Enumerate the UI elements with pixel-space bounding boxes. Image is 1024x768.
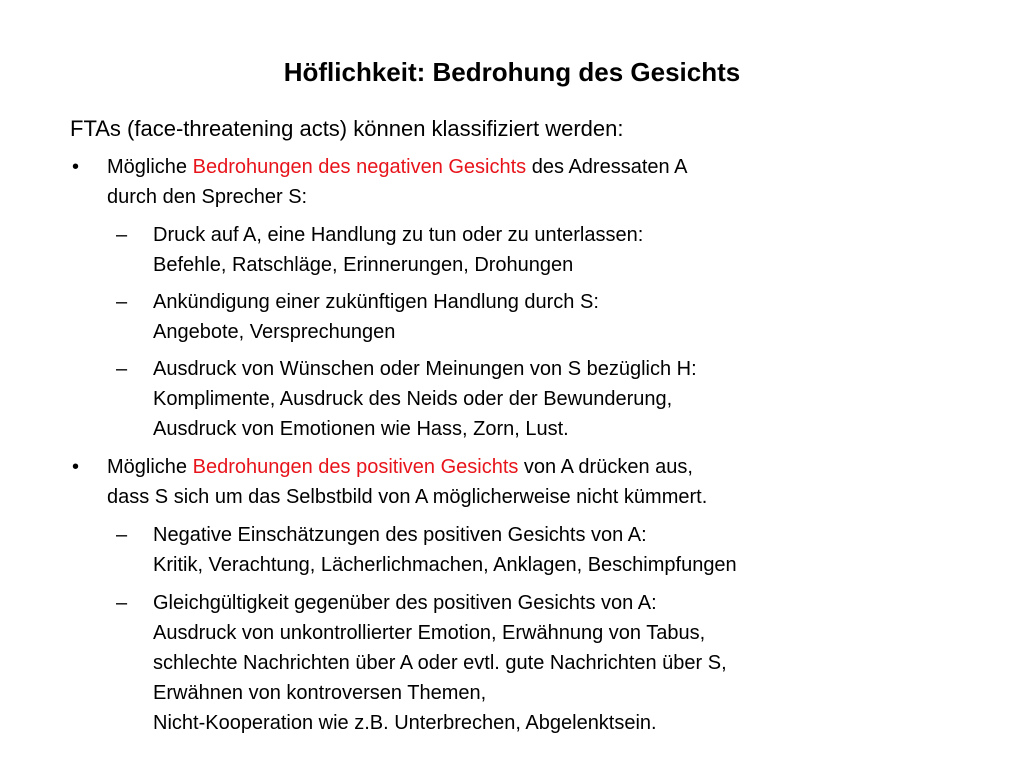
sub-item-text	[153, 220, 643, 280]
bullet-suffix: des Adressaten A	[526, 156, 688, 178]
intro-text: FTAs (face-threatening acts) können klassifiziert werden:	[70, 116, 624, 141]
bullet-line: durch den Sprecher S:	[107, 186, 308, 208]
bullet-line	[107, 152, 687, 182]
sub-item-line: Druck auf A, eine Handlung zu tun oder zu unterlassen:	[153, 224, 644, 246]
sub-item-line: Ankündigung einer zukünftigen Handlung durch S:	[153, 291, 599, 313]
sub-item-text	[153, 588, 727, 738]
highlight-negative-face: Bedrohungen des negativen Gesichts	[192, 156, 527, 178]
sub-item-line: Angebote, Versprechungen	[153, 321, 396, 343]
bullet-prefix: Mögliche	[107, 456, 193, 478]
dash-mark: –	[116, 291, 128, 313]
dash-mark: –	[116, 358, 128, 380]
sub-item-text	[153, 287, 599, 347]
bullet-line: dass S sich um das Selbstbild von A möglicherweise nicht kümmert.	[107, 486, 708, 508]
dash-mark: –	[116, 524, 128, 546]
bullet-text	[107, 152, 687, 212]
dash-mark: –	[116, 592, 128, 614]
bullet-prefix: Mögliche	[107, 156, 193, 178]
sub-item-line: Nicht-Kooperation wie z.B. Unterbrechen, Abgelenktsein.	[153, 712, 657, 734]
sub-item-text	[153, 354, 697, 444]
sub-item-line: Ausdruck von Emotionen wie Hass, Zorn, Lust.	[153, 418, 569, 440]
sub-item-line: Kritik, Verachtung, Lächerlichmachen, Anklagen, Beschimpfungen	[153, 554, 737, 576]
dash-mark: –	[116, 224, 128, 246]
sub-item-line: Befehle, Ratschläge, Erinnerungen, Drohungen	[153, 254, 574, 276]
sub-item-text	[153, 520, 737, 580]
sub-item-line: Ausdruck von unkontrollierter Emotion, Erwähnung von Tabus,	[153, 622, 706, 644]
bullet-suffix: von A drücken aus,	[518, 456, 693, 478]
bullet-text	[107, 452, 707, 512]
sub-item-line: schlechte Nachrichten über A oder evtl. gute Nachrichten über S,	[153, 652, 727, 674]
bullet-line	[107, 452, 707, 482]
sub-item-line: Komplimente, Ausdruck des Neids oder der Bewunderung,	[153, 388, 673, 410]
bullet-mark: •	[72, 456, 80, 478]
sub-item-line: Gleichgültigkeit gegenüber des positiven Gesichts von A:	[153, 592, 657, 614]
sub-item-line: Erwähnen von kontroversen Themen,	[153, 682, 487, 704]
sub-item-line: Negative Einschätzungen des positiven Gesichts von A:	[153, 524, 647, 546]
highlight-positive-face: Bedrohungen des positiven Gesichts	[192, 456, 519, 478]
sub-item-line: Ausdruck von Wünschen oder Meinungen von S bezüglich H:	[153, 358, 697, 380]
bullet-mark: •	[72, 156, 80, 178]
slide-title: Höflichkeit: Bedrohung des Gesichts	[283, 57, 741, 87]
